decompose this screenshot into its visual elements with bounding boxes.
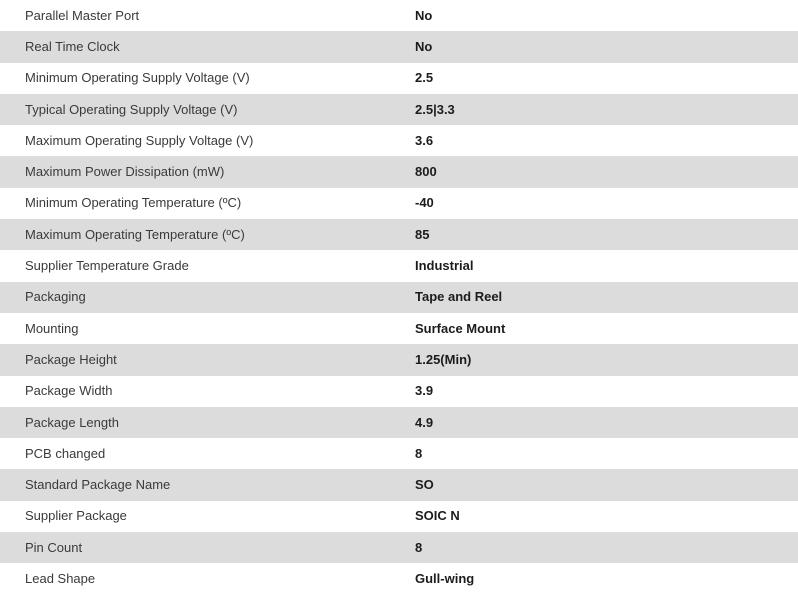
parameter-label: Package Height (25, 351, 117, 367)
parameter-value: 2.5|3.3 (415, 101, 455, 117)
table-row (0, 532, 798, 563)
parameter-label: Mounting (25, 320, 79, 336)
table-row (0, 501, 798, 532)
parameter-value: 8 (415, 445, 423, 461)
table-row (0, 188, 798, 219)
table-row (0, 282, 798, 313)
parameter-value: 1.25(Min) (415, 351, 472, 367)
parameter-value: 85 (415, 226, 430, 242)
parameter-label: Package Width (25, 383, 113, 399)
parameter-label: Maximum Operating Supply Voltage (V) (25, 132, 254, 148)
parameter-value: 3.6 (415, 132, 434, 148)
parameter-value: 4.9 (415, 414, 434, 430)
parameter-value: Industrial (415, 258, 474, 274)
parameter-label: Packaging (25, 289, 86, 305)
table-row (0, 313, 798, 344)
table-row (0, 125, 798, 156)
parameter-value: Tape and Reel (415, 289, 503, 305)
parameter-label: Typical Operating Supply Voltage (V) (25, 101, 238, 117)
parameter-value: SOIC N (415, 508, 460, 524)
parameter-label: PCB changed (25, 445, 106, 461)
parameter-label: Minimum Operating Supply Voltage (V) (25, 70, 250, 86)
parameter-label: Supplier Temperature Grade (25, 258, 189, 274)
table-row (0, 376, 798, 407)
parameter-label: Maximum Power Dissipation (mW) (25, 164, 225, 180)
parameter-value: 800 (415, 164, 437, 180)
parameter-value: No (415, 7, 433, 23)
parameter-label: Pin Count (25, 539, 83, 555)
parameter-value: SO (415, 477, 434, 493)
table-row (0, 438, 798, 469)
parameter-label: Minimum Operating Temperature (ºC) (25, 195, 242, 211)
table-row (0, 563, 798, 594)
table-row (0, 156, 798, 187)
parameter-label: Parallel Master Port (25, 7, 140, 23)
parameter-value: 2.5 (415, 70, 434, 86)
parameter-value: 8 (415, 539, 423, 555)
table-row (0, 469, 798, 500)
parameter-label: Package Length (25, 414, 119, 430)
table-row (0, 94, 798, 125)
table-row (0, 344, 798, 375)
parameter-label: Standard Package Name (25, 477, 171, 493)
table-row (0, 63, 798, 94)
parameter-value: -40 (415, 195, 434, 211)
parameter-label: Supplier Package (25, 508, 127, 524)
parameter-label: Real Time Clock (25, 38, 120, 54)
table-row (0, 250, 798, 281)
table-row (0, 219, 798, 250)
parameter-label: Maximum Operating Temperature (ºC) (25, 226, 245, 242)
table-row (0, 407, 798, 438)
table-row (0, 0, 798, 31)
parameter-value: Gull-wing (415, 570, 475, 586)
parameter-value: Surface Mount (415, 320, 506, 336)
parameter-label: Lead Shape (25, 570, 96, 586)
parameter-value: No (415, 38, 433, 54)
parameter-value: 3.9 (415, 383, 434, 399)
table-row (0, 31, 798, 62)
